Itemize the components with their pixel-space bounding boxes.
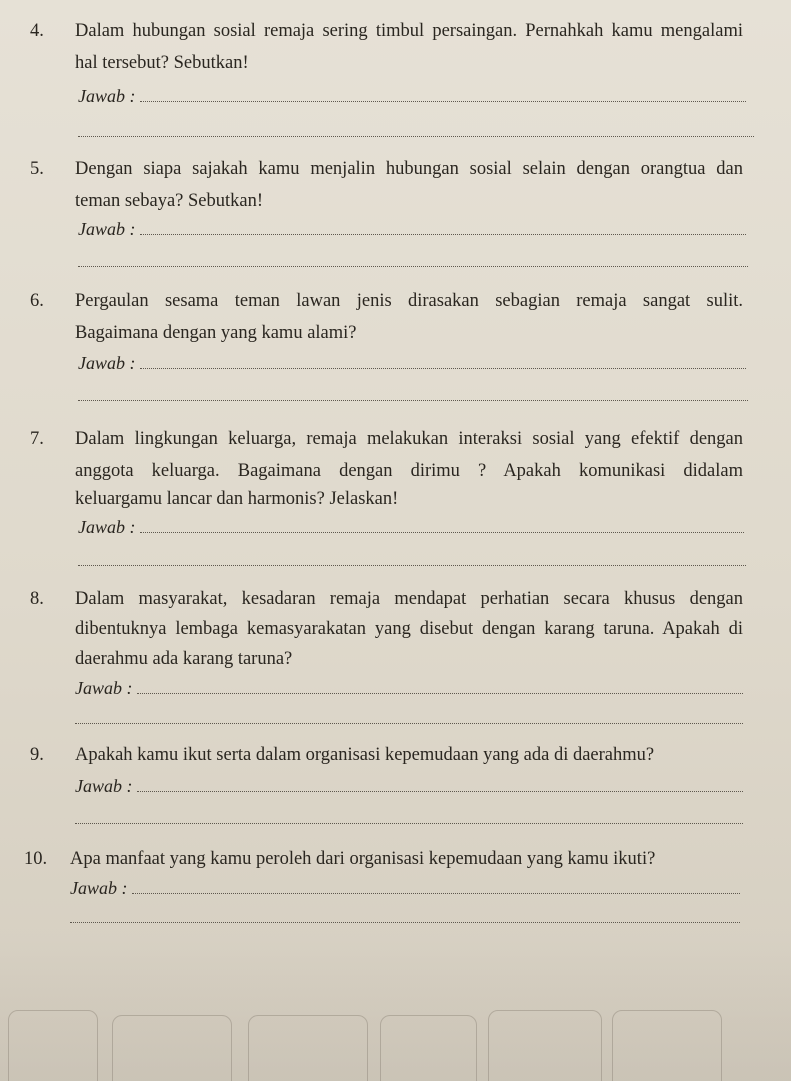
question-text: Bagaimana dengan yang kamu alami? bbox=[75, 323, 357, 343]
answer-line[interactable] bbox=[75, 823, 743, 824]
answer-row bbox=[70, 877, 740, 899]
answer-label: Jawab : bbox=[75, 776, 133, 796]
answer-line[interactable] bbox=[140, 532, 744, 533]
answer-line[interactable] bbox=[132, 893, 740, 894]
question-text: Pergaulan sesama teman lawan jenis dirasakan sebagian remaja sangat sulit. bbox=[75, 291, 743, 311]
question-text: daerahmu ada karang taruna? bbox=[75, 649, 293, 669]
answer-row bbox=[75, 677, 743, 699]
bleed-through-box bbox=[8, 1010, 98, 1081]
answer-label: Jawab : bbox=[78, 86, 136, 106]
question-number: 8. bbox=[30, 589, 44, 609]
answer-label: Jawab : bbox=[78, 353, 136, 373]
question-text: anggota keluarga. Bagaimana dengan dirimu ? Apakah komunikasi didalam bbox=[75, 461, 743, 481]
question-text: Dengan siapa sajakah kamu menjalin hubungan sosial selain dengan orangtua dan bbox=[75, 159, 743, 179]
question-text: Apa manfaat yang kamu peroleh dari organisasi kepemudaan yang kamu ikuti? bbox=[70, 849, 656, 869]
answer-row bbox=[75, 775, 743, 797]
answer-row bbox=[78, 516, 744, 538]
question-number: 5. bbox=[30, 159, 44, 179]
answer-label: Jawab : bbox=[75, 678, 133, 698]
question-text: hal tersebut? Sebutkan! bbox=[75, 53, 249, 73]
answer-line[interactable] bbox=[75, 723, 743, 724]
bleed-through-box bbox=[112, 1015, 232, 1081]
bleed-through-box bbox=[248, 1015, 368, 1081]
answer-row bbox=[78, 218, 746, 240]
answer-line[interactable] bbox=[137, 791, 743, 792]
question-number: 6. bbox=[30, 291, 44, 311]
answer-line[interactable] bbox=[140, 368, 746, 369]
answer-label: Jawab : bbox=[78, 219, 136, 239]
question-text: keluargamu lancar dan harmonis? Jelaskan! bbox=[75, 489, 399, 509]
question-text: teman sebaya? Sebutkan! bbox=[75, 191, 264, 211]
question-text: Apakah kamu ikut serta dalam organisasi kepemudaan yang ada di daerahmu? bbox=[75, 745, 655, 765]
answer-line[interactable] bbox=[78, 266, 748, 267]
question-text: dibentuknya lembaga kemasyarakatan yang disebut dengan karang taruna. Apakah di bbox=[75, 619, 743, 639]
bleed-through-box bbox=[380, 1015, 477, 1081]
answer-line[interactable] bbox=[78, 136, 754, 137]
answer-line[interactable] bbox=[78, 565, 746, 566]
question-text: Dalam lingkungan keluarga, remaja melakukan interaksi sosial yang efektif dengan bbox=[75, 429, 743, 449]
question-number: 10. bbox=[24, 849, 48, 869]
answer-line[interactable] bbox=[70, 922, 740, 923]
question-text: Dalam hubungan sosial remaja sering timbul persaingan. Pernahkah kamu mengalami bbox=[75, 21, 743, 41]
question-number: 9. bbox=[30, 745, 44, 765]
answer-label: Jawab : bbox=[78, 517, 136, 537]
answer-row bbox=[78, 85, 746, 107]
bleed-through-box bbox=[488, 1010, 602, 1081]
answer-line[interactable] bbox=[140, 101, 746, 102]
answer-line[interactable] bbox=[137, 693, 743, 694]
answer-line[interactable] bbox=[78, 400, 748, 401]
answer-row bbox=[78, 352, 746, 374]
answer-line[interactable] bbox=[140, 234, 746, 235]
question-number: 4. bbox=[30, 21, 44, 41]
answer-label: Jawab : bbox=[70, 878, 128, 898]
question-text: Dalam masyarakat, kesadaran remaja mendapat perhatian secara khusus dengan bbox=[75, 589, 743, 609]
bleed-through-box bbox=[612, 1010, 722, 1081]
question-number: 7. bbox=[30, 429, 44, 449]
